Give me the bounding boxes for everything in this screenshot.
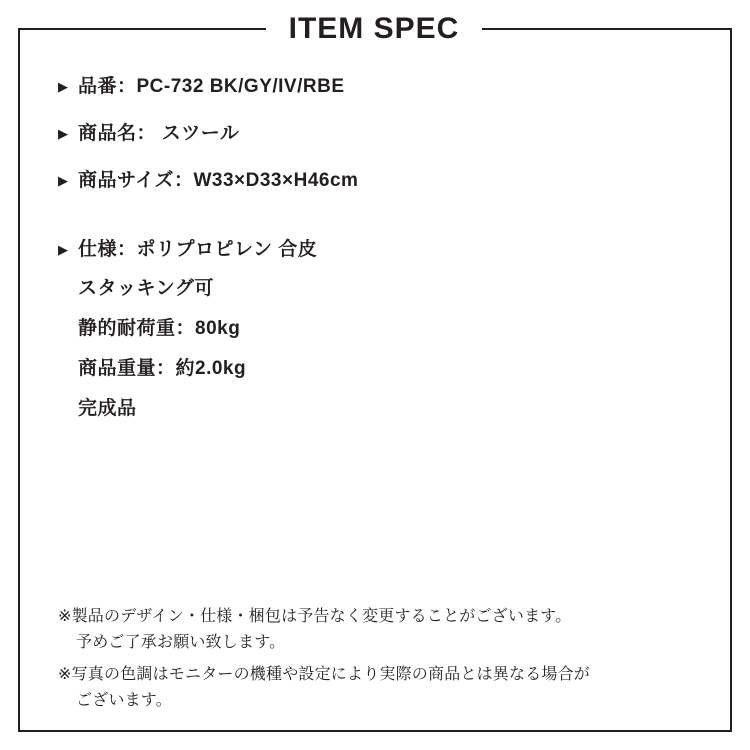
note-line: ございます。 [76,692,172,709]
frame-border-right [730,28,732,732]
spacer [58,213,698,235]
triangle-bullet-icon: ▶ [58,173,68,188]
spec-sub-line: 静的耐荷重：80kg [78,318,241,339]
triangle-bullet-icon: ▶ [58,242,68,257]
spec-sub-line: 商品重量：約2.0kg [78,358,247,379]
spec-item-label: 仕様：ポリプロピレン 合皮 [78,239,318,260]
spec-sub-line: 完成品 [78,398,137,419]
triangle-bullet-icon: ▶ [58,79,68,94]
frame-border-top-right [482,28,732,30]
note-color-difference [58,662,708,714]
spec-item-label: 商品サイズ：W33×D33×H46cm [78,170,359,191]
spec-item-dimensions [58,166,698,196]
note-line: ※製品のデザイン・仕様・梱包は予告なく変更することがございます。 [58,608,572,625]
spec-sub-lines [78,269,698,429]
frame-border-left [18,28,20,732]
frame-border-bottom [18,730,732,732]
spec-item-specification [58,235,698,265]
notes-section [58,604,708,720]
note-line: 予めご了承お願い致します。 [76,634,286,651]
spec-item-product-name [58,119,698,149]
spec-item-label: 品番：PC-732 BK/GY/IV/RBE [78,76,345,97]
spec-list [58,72,698,429]
spec-item-label: 商品名： スツール [78,123,240,144]
spec-sub-line: スタッキング可 [78,278,214,299]
spec-item-model-number [58,72,698,102]
page-title: ITEM SPEC [288,12,460,45]
triangle-bullet-icon: ▶ [58,126,68,141]
note-design-change [58,604,708,656]
note-line: ※写真の色調はモニターの機種や設定により実際の商品とは異なる場合が [58,666,591,683]
frame-border-top-left [18,28,266,30]
